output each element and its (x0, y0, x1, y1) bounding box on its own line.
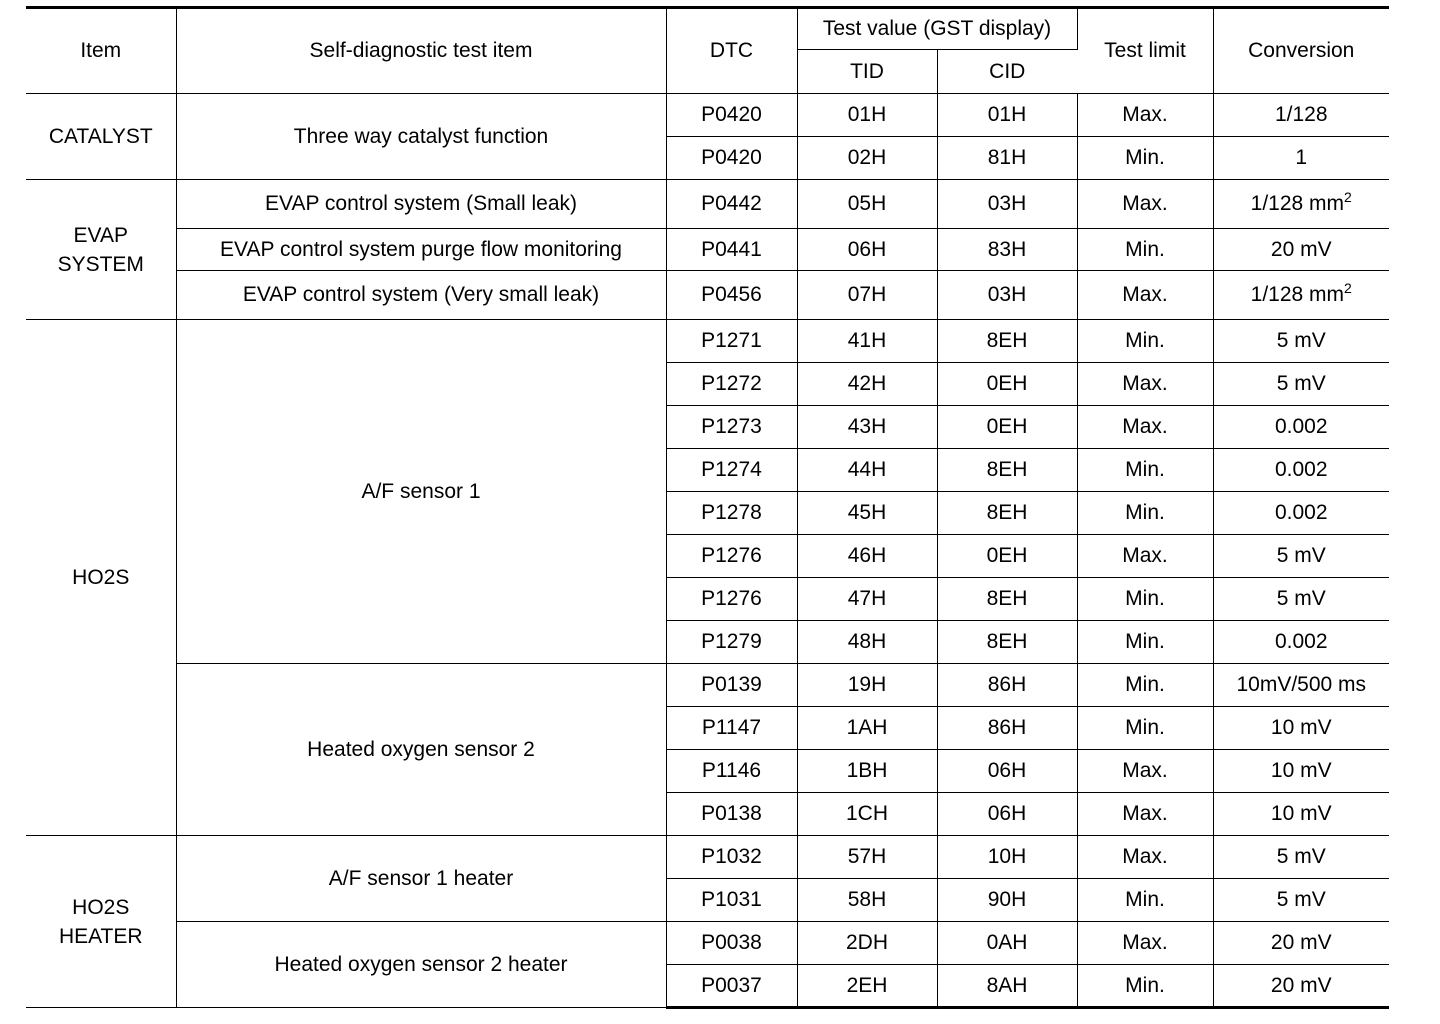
limit-cell: Min. (1077, 229, 1213, 271)
limit-cell: Max. (1077, 406, 1213, 449)
test-item-cell: EVAP control system purge flow monitoring (176, 229, 666, 271)
tid-cell: 57H (797, 836, 937, 879)
header-cid: CID (937, 50, 1077, 94)
tid-cell: 01H (797, 94, 937, 137)
test-item-cell: EVAP control system (Small leak) (176, 180, 666, 229)
table-row (26, 229, 1389, 271)
tid-cell: 1BH (797, 750, 937, 793)
limit-cell: Min. (1077, 320, 1213, 363)
table-row (26, 836, 1389, 879)
limit-cell: Max. (1077, 922, 1213, 965)
conversion-cell: 1 (1213, 137, 1389, 180)
limit-cell: Min. (1077, 965, 1213, 1008)
cid-cell: 8EH (937, 449, 1077, 492)
dtc-cell: P1276 (666, 578, 797, 621)
limit-cell: Max. (1077, 180, 1213, 229)
tid-cell: 44H (797, 449, 937, 492)
test-item-cell: Three way catalyst function (176, 94, 666, 180)
limit-cell: Max. (1077, 793, 1213, 836)
conversion-cell: 20 mV (1213, 922, 1389, 965)
conversion-cell: 10 mV (1213, 793, 1389, 836)
dtc-cell: P1273 (666, 406, 797, 449)
conversion-cell: 0.002 (1213, 406, 1389, 449)
table-row (26, 271, 1389, 320)
test-item-cell: A/F sensor 1 (176, 320, 666, 664)
dtc-cell: P1032 (666, 836, 797, 879)
dtc-cell: P1276 (666, 535, 797, 578)
cid-cell: 0EH (937, 363, 1077, 406)
conversion-cell: 10 mV (1213, 750, 1389, 793)
limit-cell: Min. (1077, 492, 1213, 535)
limit-cell: Max. (1077, 271, 1213, 320)
cid-cell: 06H (937, 750, 1077, 793)
limit-cell: Max. (1077, 750, 1213, 793)
header-tid: TID (797, 50, 937, 94)
dtc-cell: P1278 (666, 492, 797, 535)
cid-cell: 8EH (937, 578, 1077, 621)
tid-cell: 45H (797, 492, 937, 535)
tid-cell: 06H (797, 229, 937, 271)
conversion-cell: 0.002 (1213, 621, 1389, 664)
item-cell: HO2S (26, 320, 176, 836)
conversion-cell: 20 mV (1213, 965, 1389, 1008)
test-item-cell: Heated oxygen sensor 2 (176, 664, 666, 836)
tid-cell: 43H (797, 406, 937, 449)
dtc-cell: P1274 (666, 449, 797, 492)
conversion-cell: 0.002 (1213, 449, 1389, 492)
header-test-limit: Test limit (1077, 8, 1213, 94)
conversion-cell: 0.002 (1213, 492, 1389, 535)
limit-cell: Min. (1077, 578, 1213, 621)
limit-cell: Min. (1077, 621, 1213, 664)
cid-cell: 06H (937, 793, 1077, 836)
cid-cell: 0AH (937, 922, 1077, 965)
conversion-cell: 5 mV (1213, 879, 1389, 922)
dtc-cell: P0420 (666, 94, 797, 137)
conversion-cell: 1/128 $mm^2$ (1213, 180, 1389, 229)
conversion-cell: 5 mV (1213, 836, 1389, 879)
test-item-cell: EVAP control system (Very small leak) (176, 271, 666, 320)
test-item-cell: Heated oxygen sensor 2 heater (176, 922, 666, 1008)
header-conversion: Conversion (1213, 8, 1389, 94)
conversion-cell: 5 mV (1213, 535, 1389, 578)
limit-cell: Min. (1077, 664, 1213, 707)
limit-cell: Max. (1077, 535, 1213, 578)
tid-cell: 19H (797, 664, 937, 707)
header-test-item: Self-diagnostic test item (176, 8, 666, 94)
tid-cell: 58H (797, 879, 937, 922)
dtc-cell: P1272 (666, 363, 797, 406)
cid-cell: 86H (937, 664, 1077, 707)
dtc-cell: P0138 (666, 793, 797, 836)
limit-cell: Max. (1077, 363, 1213, 406)
dtc-cell: P1147 (666, 707, 797, 750)
cid-cell: 90H (937, 879, 1077, 922)
tid-cell: 2EH (797, 965, 937, 1008)
cid-cell: 81H (937, 137, 1077, 180)
tid-cell: 05H (797, 180, 937, 229)
self-diagnostic-table (26, 6, 1389, 1009)
dtc-cell: P1031 (666, 879, 797, 922)
limit-cell: Max. (1077, 94, 1213, 137)
table-row (26, 94, 1389, 137)
cid-cell: 03H (937, 271, 1077, 320)
dtc-cell: P0420 (666, 137, 797, 180)
header-test-value: Test value (GST display) (797, 8, 1077, 50)
tid-cell: 48H (797, 621, 937, 664)
dtc-cell: P0037 (666, 965, 797, 1008)
conversion-cell: 5 mV (1213, 320, 1389, 363)
conversion-cell: 10 mV (1213, 707, 1389, 750)
table-row (26, 320, 1389, 363)
tid-cell: 07H (797, 271, 937, 320)
limit-cell: Min. (1077, 137, 1213, 180)
dtc-cell: P0139 (666, 664, 797, 707)
dtc-cell: P1146 (666, 750, 797, 793)
tid-cell: 42H (797, 363, 937, 406)
header-item: Item (26, 8, 176, 94)
dtc-cell: P1271 (666, 320, 797, 363)
item-cell: EVAP SYSTEM (26, 180, 176, 320)
tid-cell: 41H (797, 320, 937, 363)
tid-cell: 1AH (797, 707, 937, 750)
cid-cell: 10H (937, 836, 1077, 879)
tid-cell: 2DH (797, 922, 937, 965)
tid-cell: 47H (797, 578, 937, 621)
cid-cell: 83H (937, 229, 1077, 271)
dtc-cell: P1279 (666, 621, 797, 664)
conversion-cell: 10mV/500 ms (1213, 664, 1389, 707)
dtc-cell: P0442 (666, 180, 797, 229)
tid-cell: 46H (797, 535, 937, 578)
tid-cell: 1CH (797, 793, 937, 836)
cid-cell: 8AH (937, 965, 1077, 1008)
cid-cell: 03H (937, 180, 1077, 229)
limit-cell: Min. (1077, 879, 1213, 922)
dtc-cell: P0441 (666, 229, 797, 271)
conversion-cell: 5 mV (1213, 363, 1389, 406)
cid-cell: 01H (937, 94, 1077, 137)
dtc-cell: P0038 (666, 922, 797, 965)
cid-cell: 0EH (937, 406, 1077, 449)
item-cell: HO2S HEATER (26, 836, 176, 1008)
cid-cell: 8EH (937, 320, 1077, 363)
header-dtc: DTC (666, 8, 797, 94)
cid-cell: 0EH (937, 535, 1077, 578)
conversion-cell: 1/128 $mm^2$ (1213, 271, 1389, 320)
table-row (26, 180, 1389, 229)
conversion-cell: 20 mV (1213, 229, 1389, 271)
tid-cell: 02H (797, 137, 937, 180)
limit-cell: Min. (1077, 707, 1213, 750)
cid-cell: 86H (937, 707, 1077, 750)
dtc-cell: P0456 (666, 271, 797, 320)
cid-cell: 8EH (937, 492, 1077, 535)
conversion-cell: 1/128 (1213, 94, 1389, 137)
test-item-cell: A/F sensor 1 heater (176, 836, 666, 922)
cid-cell: 8EH (937, 621, 1077, 664)
table-row (26, 664, 1389, 707)
conversion-cell: 5 mV (1213, 578, 1389, 621)
table-row (26, 922, 1389, 965)
limit-cell: Min. (1077, 449, 1213, 492)
limit-cell: Max. (1077, 836, 1213, 879)
item-cell: CATALYST (26, 94, 176, 180)
